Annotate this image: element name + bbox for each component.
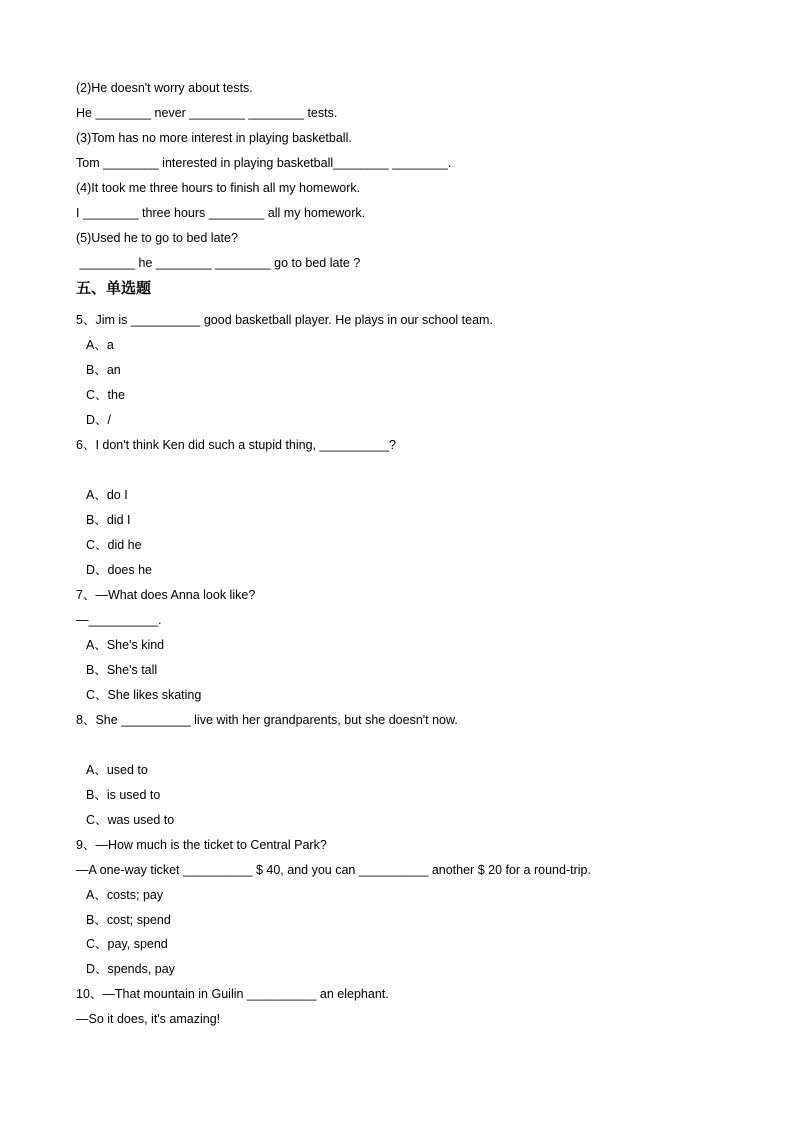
answer-option: D、spends, pay	[86, 962, 175, 976]
question-answer-line: I ________ three hours ________ all my homework.	[76, 206, 366, 220]
answer-option: A、do I	[86, 488, 128, 502]
answer-option: A、used to	[86, 763, 148, 777]
question-answer-line: Tom ________ interested in playing basketball________ ________.	[76, 156, 452, 170]
answer-option: C、was used to	[86, 813, 175, 827]
question-stem: 8、She __________ live with her grandparents, but she doesn't now.	[76, 713, 458, 727]
question-stem: 9、—How much is the ticket to Central Park?	[76, 838, 327, 852]
answer-option: C、pay, spend	[86, 937, 168, 951]
answer-option: D、/	[86, 413, 112, 427]
question-stem-line2: —A one-way ticket __________ $ 40, and you can __________ another $ 20 for a round-trip.	[76, 863, 591, 877]
answer-option: B、She's tall	[86, 663, 158, 677]
answer-option: C、the	[86, 388, 125, 402]
section-heading: 五、单选题	[76, 279, 152, 297]
question-prompt: (3)Tom has no more interest in playing basketball.	[76, 131, 352, 145]
answer-option: B、cost; spend	[86, 913, 171, 927]
question-prompt: (2)He doesn't worry about tests.	[76, 81, 253, 95]
answer-option: C、She likes skating	[86, 688, 202, 702]
answer-option: A、costs; pay	[86, 888, 164, 902]
question-answer-line: He ________ never ________ ________ tests.	[76, 106, 338, 120]
question-stem: 7、—What does Anna look like?	[76, 588, 256, 602]
question-stem-line2: —So it does, it's amazing!	[76, 1012, 221, 1026]
answer-option: A、She's kind	[86, 638, 165, 652]
answer-option: B、an	[86, 363, 121, 377]
answer-option: A、a	[86, 338, 114, 352]
answer-option: B、did I	[86, 513, 131, 527]
answer-option: C、did he	[86, 538, 142, 552]
answer-option: B、is used to	[86, 788, 161, 802]
question-stem: 6、I don't think Ken did such a stupid thing, __________?	[76, 438, 396, 452]
answer-option: D、does he	[86, 563, 153, 577]
question-answer-line: ________ he ________ ________ go to bed late ?	[76, 256, 361, 270]
question-stem: 5、Jim is __________ good basketball player. He plays in our school team.	[76, 313, 493, 327]
question-stem: 10、—That mountain in Guilin __________ an elephant.	[76, 987, 389, 1001]
question-stem-line2: —__________.	[76, 613, 162, 627]
question-prompt: (5)Used he to go to bed late?	[76, 231, 238, 245]
question-prompt: (4)It took me three hours to finish all my homework.	[76, 181, 361, 195]
